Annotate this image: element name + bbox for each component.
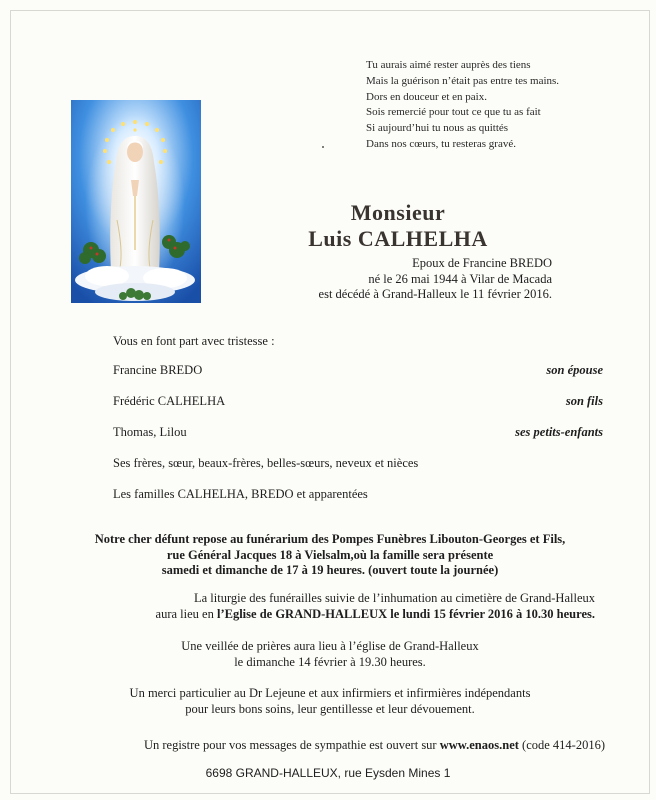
- heading: [270, 200, 526, 252]
- relative-name: Frédéric CALHELHA: [113, 394, 226, 408]
- address: 6698 GRAND-HALLEUX, rue Eysden Mines 1: [205, 766, 451, 780]
- family-line: Ses frères, sœur, beaux-frères, belles-sœurs, neveux et nièces: [113, 456, 419, 470]
- poem-line: Tu aurais aimé rester auprès des tiens: [366, 59, 531, 71]
- funerarium-line: samedi et dimanche de 17 à 19 heures. (ouvert toute la journée): [161, 563, 499, 577]
- liturgy-line: [40, 607, 595, 623]
- funerarium-notice: [60, 532, 600, 579]
- vigil-line: le dimanche 14 février à 19.30 heures.: [234, 654, 426, 669]
- relative-row: [113, 425, 603, 441]
- liturgy-line: La liturgie des funérailles suivie de l’inhumation au cimetière de Grand-Halleux: [193, 591, 595, 605]
- vigil-line: Une veillée de prières aura lieu à l’église de Grand-Halleux: [181, 639, 479, 653]
- relative-row: [113, 394, 603, 410]
- poem-line: Mais la guérison n’était pas entre tes mains.: [366, 74, 560, 87]
- poem-line: Dors en douceur et en paix.: [366, 90, 487, 103]
- relative-role: son épouse: [546, 363, 603, 377]
- thanks-line: Un merci particulier au Dr Lejeune et aux infirmiers et infirmières indépendants: [129, 686, 531, 700]
- vigil-notice: [60, 639, 600, 670]
- poem-line: Si aujourd’hui tu nous as quittés: [366, 122, 509, 135]
- register-url: www.enaos.net: [439, 738, 519, 752]
- details-line: Epoux de Francine BREDO: [412, 256, 552, 270]
- decorative-dot: [322, 146, 324, 148]
- funerarium-line: Notre cher défunt repose au funérarium des Pompes Funèbres Libouton-Georges et Fils,: [94, 532, 566, 546]
- liturgy-notice: [40, 591, 595, 622]
- details-line: est décédé à Grand-Halleux le 11 février 2016.: [318, 287, 552, 301]
- relative-row: [113, 363, 603, 379]
- details-line: né le 26 mai 1944 à Vilar de Macada: [368, 271, 552, 286]
- relative-name: Thomas, Lilou: [113, 425, 187, 439]
- virgin-mary-image: [71, 100, 201, 303]
- register-prefix: Un registre pour vos messages de sympathie est ouvert sur: [143, 738, 440, 752]
- register-notice: [40, 738, 605, 753]
- relative-role: son fils: [565, 394, 603, 408]
- funerarium-line: rue Général Jacques 18 à Vielsalm,où la famille sera présente: [166, 547, 494, 562]
- poem: [366, 58, 559, 153]
- details: [240, 256, 552, 303]
- poem-line: Dans nos cœurs, tu resteras gravé.: [366, 137, 516, 150]
- register-suffix: (code 414-2016): [518, 738, 605, 752]
- intro-text: Vous en font part avec tristesse :: [113, 334, 275, 348]
- liturgy-bold: l’Eglise de GRAND-HALLEUX le lundi 15 février 2016 à 10.30 heures.: [216, 606, 595, 621]
- family-line: Les familles CALHELHA, BREDO et apparentées: [113, 487, 368, 501]
- deceased-name: Luis CALHELHA: [308, 226, 488, 251]
- poem-line: Sois remercié pour tout ce que tu as fait: [366, 106, 541, 119]
- relative-role: ses petits-enfants: [515, 425, 603, 439]
- thanks-line: pour leurs bons soins, leur gentillesse et leur dévouement.: [185, 701, 475, 716]
- relative-name: Francine BREDO: [113, 363, 203, 377]
- thanks-notice: [60, 686, 600, 717]
- liturgy-prefix: aura lieu en: [155, 606, 217, 621]
- title: Monsieur: [350, 200, 446, 225]
